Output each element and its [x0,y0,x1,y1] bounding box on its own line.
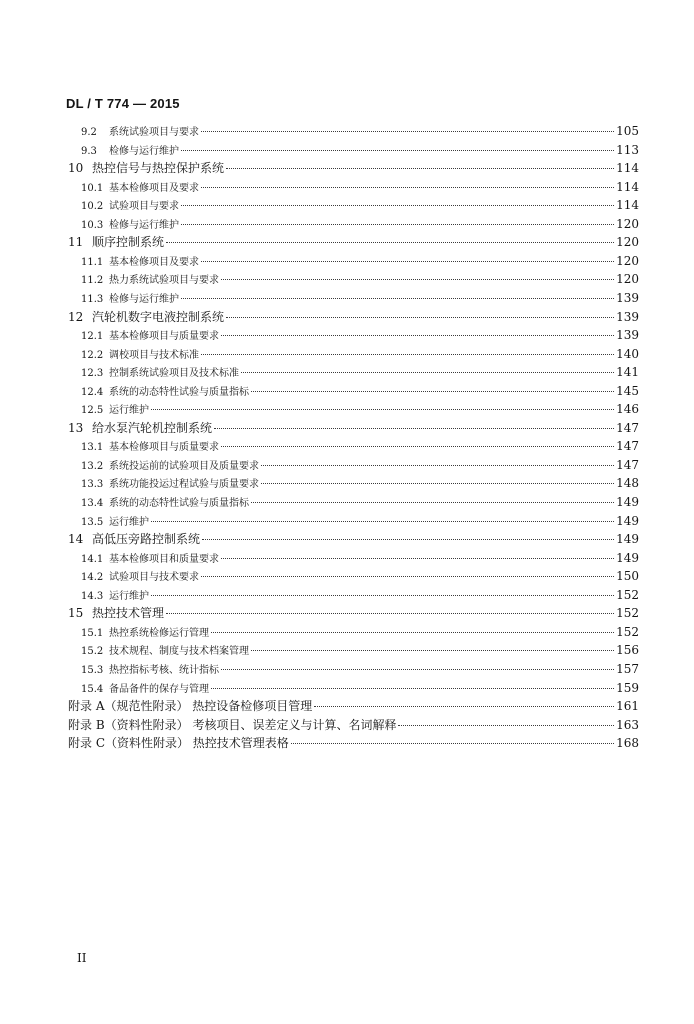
toc-section-entry [81,215,639,233]
dot-leader [261,483,614,484]
toc-section-entry [81,512,639,530]
dot-leader [201,187,614,188]
toc-entry-title: 给水泵汽轮机控制系统 [92,420,213,435]
toc-entry-page: 150 [616,569,639,584]
toc-entry-title: 系统功能投运过程试验与质量要求 [109,479,259,491]
toc-chapter-entry [68,308,639,326]
toc-entry-number: 13 [68,420,84,435]
toc-entry-number: 13.4 [81,498,104,509]
dot-leader [261,465,614,466]
toc-entry-title: 系统的动态特性试验与质量指标 [109,498,249,509]
toc-section-entry [81,141,639,159]
toc-entry-number: 11.2 [81,275,104,287]
toc-entry-number: 12.1 [81,331,104,343]
toc-entry-page: 113 [616,142,639,157]
toc-entry-page: 149 [616,532,639,547]
toc-entry-title: 基本检修项目和质量要求 [109,553,219,565]
dot-leader [251,502,614,503]
toc-entry-title: 控制系统试验项目及技术标准 [109,368,239,380]
dot-leader [251,391,614,392]
dot-leader [151,521,614,522]
toc-entry-page: 149 [616,513,639,528]
toc-entry-number: 14.2 [81,572,104,584]
toc-entry-title: 备品备件的保存与管理 [109,683,209,695]
toc-chapter-entry [68,530,639,548]
document-id-header: DL / T 774 — 2015 [66,96,180,111]
toc-entry-number: 13.1 [81,442,104,454]
dot-leader [166,242,614,243]
dot-leader [151,595,614,596]
toc-entry-number: 13.5 [81,516,104,528]
toc-entry-page: 145 [616,383,639,398]
toc-entry-title: 运行维护 [109,590,149,602]
toc-entry-title: 试验项目与要求 [109,201,179,213]
toc-entry-page: 168 [616,736,639,751]
dot-leader [211,688,614,689]
dot-leader [221,335,614,336]
toc-entry-title: 热控指标考核、统计指标 [109,664,219,676]
toc-entry-page: 139 [616,328,639,343]
toc-section-entry [81,400,639,418]
dot-leader [221,446,614,447]
toc-section-entry [81,363,639,381]
dot-leader [166,613,614,614]
toc-entry-title: 附录 B（资料性附录） 考核项目、误差定义与计算、名词解释 [68,717,397,732]
toc-entry-title: 系统投运前的试验项目及质量要求 [109,460,259,472]
toc-section-entry [81,382,639,400]
toc-entry-title: 热力系统试验项目与要求 [109,275,219,287]
dot-leader [201,131,614,132]
toc-section-entry [81,456,639,474]
toc-entry-title: 运行维护 [109,405,149,417]
toc-entry-page: 120 [616,235,639,250]
dot-leader [314,706,614,707]
toc-entry-page: 141 [616,365,639,380]
dot-leader [251,650,614,651]
toc-entry-number: 10.1 [81,182,104,194]
toc-entry-title: 基本检修项目及要求 [109,182,199,194]
toc-entry-page: 156 [616,643,639,658]
dot-leader [201,261,614,262]
toc-entry-page: 147 [616,457,639,472]
dot-leader [221,558,614,559]
toc-chapter-entry [68,419,639,437]
toc-section-entry [81,289,639,307]
toc-entry-title: 热控系统检修运行管理 [109,627,209,639]
toc-section-entry [81,567,639,585]
toc-section-entry [81,679,639,697]
dot-leader [202,539,614,540]
toc-entry-page: 161 [616,699,639,714]
toc-entry-title: 调校项目与技术标准 [109,349,199,361]
toc-entry-title: 基本检修项目与质量要求 [109,331,219,343]
toc-entry-title: 基本检修项目与质量要求 [109,442,219,454]
toc-entry-number: 11.1 [81,256,104,268]
toc-entry-number: 11 [68,235,84,250]
toc-entry-page: 149 [616,495,639,509]
toc-entry-page: 114 [616,179,639,194]
toc-entry-page: 147 [616,420,639,435]
toc-section-entry [81,122,639,140]
toc-entry-title: 高低压旁路控制系统 [92,532,201,547]
toc-entry-number: 15.4 [81,683,104,695]
toc-section-entry [81,178,639,196]
toc-entry-page: 120 [616,253,639,268]
toc-chapter-entry [68,233,639,251]
toc-section-entry [81,196,639,214]
dot-leader [181,150,614,151]
toc-entry-number: 11.3 [81,293,104,305]
toc-entry-page: 152 [616,587,639,602]
toc-entry-page: 163 [616,717,639,732]
toc-section-entry [81,660,639,678]
toc-entry-page: 149 [616,550,639,565]
dot-leader [221,279,614,280]
toc-entry-number: 12 [68,309,84,324]
toc-section-entry [81,474,639,492]
toc-entry-number: 12.4 [81,386,104,398]
toc-entry-page: 120 [616,216,639,231]
toc-section-entry [81,623,639,641]
toc-section-entry [81,270,639,288]
page-number: II [77,951,87,965]
toc-chapter-entry [68,159,639,177]
toc-entry-number: 14 [68,532,84,547]
toc-entry-page: 114 [616,198,639,213]
toc-section-entry [81,252,639,270]
toc-section-entry [81,641,639,659]
toc-entry-title: 热控技术管理 [92,606,165,621]
toc-entry-number: 14.3 [81,590,104,602]
toc-entry-page: 114 [616,161,639,176]
toc-section-entry [81,437,639,455]
toc-entry-page: 139 [616,290,639,305]
toc-section-entry [81,586,639,604]
dot-leader [226,168,614,169]
toc-entry-title: 检修与运行维护 [109,145,179,157]
toc-entry-number: 14.1 [81,553,104,565]
toc-entry-number: 13.2 [81,460,104,472]
toc-entry-number: 9.2 [81,127,97,138]
dot-leader [181,224,614,225]
toc-entry-number: 15.3 [81,664,104,676]
toc-entry-page: 152 [616,606,639,621]
toc-entry-title: 顺序控制系统 [92,235,165,250]
dot-leader [214,428,614,429]
toc-entry-page: 120 [616,272,639,287]
toc-chapter-entry [68,604,639,622]
toc-section-entry [81,493,639,511]
dot-leader [201,354,614,355]
dot-leader [226,317,614,318]
toc-entry-page: 105 [616,124,639,138]
dot-leader [181,298,614,299]
dot-leader [151,409,614,410]
toc-entry-number: 9.3 [81,145,97,157]
toc-entry-title: 运行维护 [109,516,149,528]
toc-entry-number: 13.3 [81,479,104,491]
toc-appendix-entry [68,716,639,734]
toc-entry-title: 检修与运行维护 [109,219,179,231]
toc-entry-title: 试验项目与技术要求 [109,572,199,584]
dot-leader [211,632,614,633]
toc-entry-title: 系统试验项目与要求 [109,127,199,138]
toc-entry-number: 12.5 [81,405,104,417]
toc-section-entry [81,345,639,363]
toc-entry-title: 检修与运行维护 [109,293,179,305]
toc-section-entry [81,326,639,344]
toc-entry-title: 系统的动态特性试验与质量指标 [109,386,249,398]
toc-entry-page: 139 [616,309,639,324]
toc-entry-number: 15.1 [81,627,104,639]
toc-appendix-entry [68,697,639,715]
toc-entry-number: 12.3 [81,368,104,380]
dot-leader [221,669,614,670]
toc-entry-title: 技术规程、制度与技术档案管理 [109,646,249,658]
toc-entry-number: 15 [68,606,84,621]
dot-leader [201,576,614,577]
toc-entry-page: 140 [616,346,639,361]
dot-leader [291,743,614,744]
toc-entry-page: 146 [616,402,639,417]
toc-entry-page: 152 [616,624,639,639]
toc-entry-page: 147 [616,439,639,454]
toc-entry-number: 12.2 [81,349,104,361]
toc-entry-page: 148 [616,476,639,491]
toc-entry-number: 15.2 [81,646,104,658]
dot-leader [241,372,614,373]
toc-entry-title: 汽轮机数字电液控制系统 [92,309,225,324]
toc-appendix-entry [68,734,639,752]
toc-entry-number: 10.3 [81,219,104,231]
toc-section-entry [81,549,639,567]
toc-entry-page: 159 [616,680,639,695]
toc-entry-number: 10 [68,161,84,176]
dot-leader [181,205,614,206]
toc-entry-title: 附录 C（资料性附录） 热控技术管理表格 [68,736,289,751]
toc-entry-title: 热控信号与热控保护系统 [92,161,225,176]
toc-entry-number: 10.2 [81,201,104,213]
toc-entry-title: 基本检修项目及要求 [109,256,199,268]
toc-entry-title: 附录 A（规范性附录） 热控设备检修项目管理 [68,699,313,714]
toc-entry-page: 157 [616,661,639,676]
dot-leader [398,725,614,726]
